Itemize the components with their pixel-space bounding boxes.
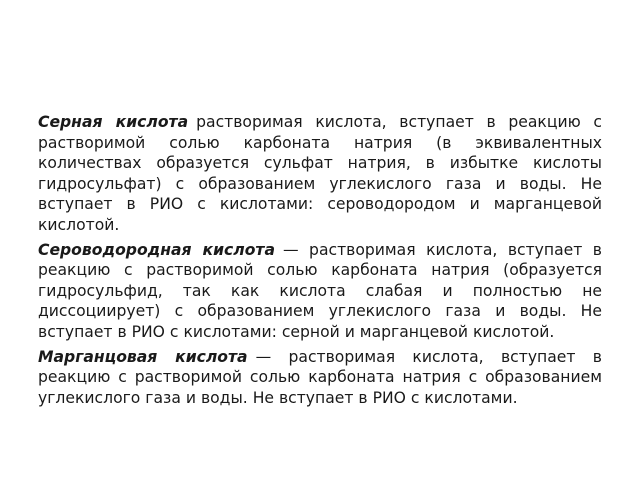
term-sulfuric-acid: Серная кислота: [38, 113, 189, 131]
description-hydrosulfuric-acid: — растворимая кислота, вступает в реакцию с растворимой солью карбоната натрия (образуется гидросульфид, так как кислота слабая и полностью не диссоциирует) с образованием углекислого газа и воды. Не вступает в РИО с кислотами: серной и марганцевой кислотой.: [38, 240, 602, 341]
slide-body-text: [38, 112, 602, 412]
paragraph-permanganic-acid: [38, 347, 602, 409]
description-permanganic-acid: — растворимая кислота, вступает в реакцию с растворимой солью карбоната натрия с образованием углекислого газа и воды. Не вступает в РИО с кислотами.: [38, 347, 602, 407]
paragraph-hydrosulfuric-acid: [38, 240, 602, 343]
paragraph-sulfuric-acid: [38, 112, 602, 236]
description-sulfuric-acid: растворимая кислота, вступает в реакцию с растворимой солью карбоната натрия (в эквивалентных количествах образуется сульфат натрия, в избытке кислоты гидросульфат) с образованием углекислого газа и воды. Не вступает в РИО с кислотами: сероводородом и марганцевой кислотой.: [38, 113, 602, 234]
term-permanganic-acid: Марганцовая кислота: [38, 347, 248, 366]
term-hydrosulfuric-acid: Сероводородная кислота: [38, 240, 275, 259]
